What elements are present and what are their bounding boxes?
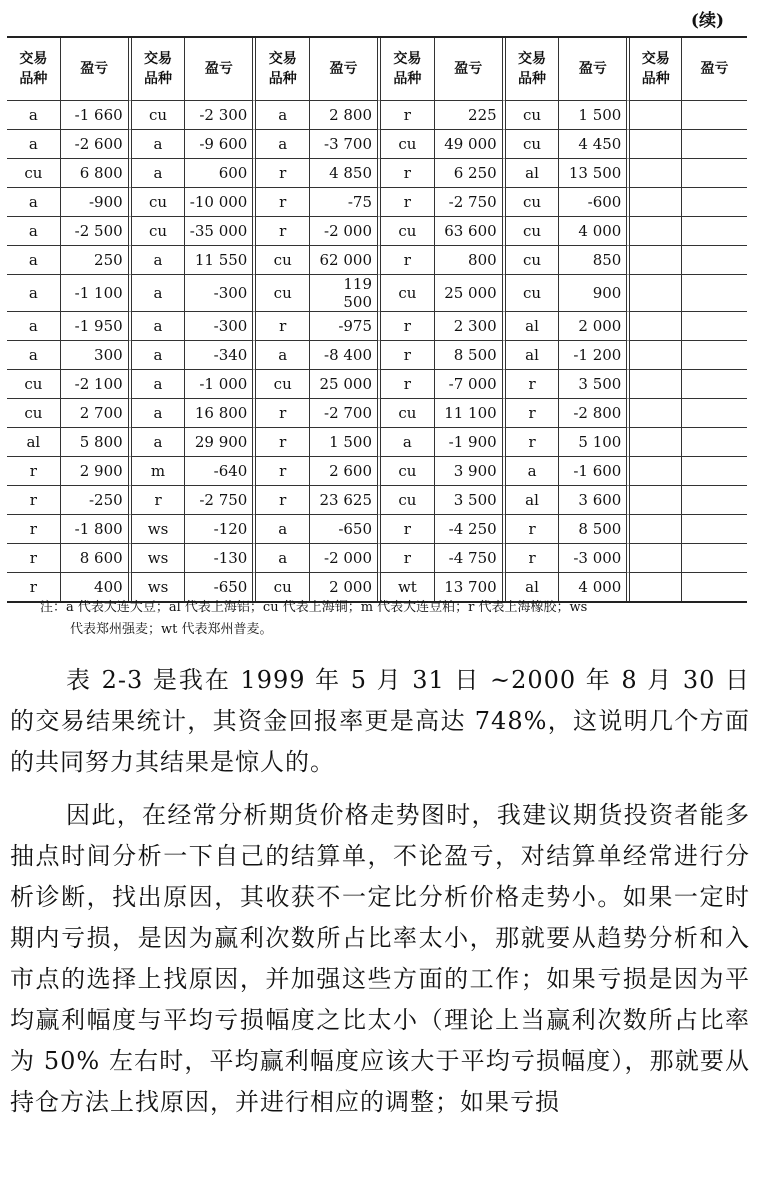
pnl-cell: 800 bbox=[435, 246, 506, 275]
header-pnl: 盈亏 bbox=[185, 38, 256, 101]
header-variety-line-1: 交易 bbox=[19, 51, 48, 67]
table-row bbox=[7, 275, 747, 312]
header-variety bbox=[7, 38, 61, 101]
variety-cell: cu bbox=[381, 275, 435, 312]
pnl-cell: 5 800 bbox=[61, 428, 132, 457]
header-variety-line-1: 交易 bbox=[641, 51, 670, 67]
header-variety-line-2: 品种 bbox=[393, 71, 422, 87]
variety-cell: al bbox=[506, 486, 560, 515]
variety-cell: cu bbox=[132, 217, 186, 246]
variety-cell bbox=[630, 428, 682, 457]
pnl-cell: -2 700 bbox=[310, 399, 381, 428]
paragraph-1: 表 2-3 是我在 1999 年 5 月 31 日 ~2000 年 8 月 30 日的交易结果统计，其资金回报率更是高达 748%，这说明几个方面的共同努力其结果是惊人的。 bbox=[10, 666, 750, 776]
header-variety-line-2: 品种 bbox=[268, 71, 297, 87]
variety-cell bbox=[630, 486, 682, 515]
pnl-cell: 4 450 bbox=[559, 130, 630, 159]
variety-cell: a bbox=[132, 246, 186, 275]
pnl-cell: 63 600 bbox=[435, 217, 506, 246]
pnl-cell: -3 000 bbox=[559, 544, 630, 573]
pnl-cell: -1 900 bbox=[435, 428, 506, 457]
header-variety bbox=[256, 38, 310, 101]
trade-results-table bbox=[7, 36, 747, 603]
variety-cell: m bbox=[132, 457, 186, 486]
variety-cell: r bbox=[381, 159, 435, 188]
table-row bbox=[7, 399, 747, 428]
variety-cell: r bbox=[256, 457, 310, 486]
pnl-cell bbox=[682, 399, 747, 428]
variety-cell bbox=[630, 399, 682, 428]
table-row bbox=[7, 515, 747, 544]
pnl-cell: 2 600 bbox=[310, 457, 381, 486]
variety-cell: cu bbox=[132, 101, 186, 130]
pnl-cell: 2 000 bbox=[559, 312, 630, 341]
pnl-cell: -120 bbox=[185, 515, 256, 544]
variety-cell: cu bbox=[506, 275, 560, 312]
variety-cell: a bbox=[256, 544, 310, 573]
variety-cell: cu bbox=[506, 130, 560, 159]
pnl-cell bbox=[682, 188, 747, 217]
variety-cell: r bbox=[506, 428, 560, 457]
pnl-cell: 2 300 bbox=[435, 312, 506, 341]
pnl-cell: -2 500 bbox=[61, 217, 132, 246]
variety-cell: al bbox=[506, 312, 560, 341]
variety-cell: a bbox=[381, 428, 435, 457]
variety-cell: al bbox=[506, 341, 560, 370]
pnl-cell bbox=[682, 428, 747, 457]
pnl-cell: -2 800 bbox=[559, 399, 630, 428]
header-variety-line-1: 交易 bbox=[144, 51, 173, 67]
variety-cell: a bbox=[132, 312, 186, 341]
variety-cell bbox=[630, 275, 682, 312]
header-variety bbox=[506, 38, 560, 101]
pnl-cell: 62 000 bbox=[310, 246, 381, 275]
pnl-cell: 16 800 bbox=[185, 399, 256, 428]
variety-cell bbox=[630, 246, 682, 275]
variety-cell: al bbox=[506, 159, 560, 188]
continued-label: (续) bbox=[690, 11, 724, 31]
variety-cell: r bbox=[7, 457, 61, 486]
pnl-cell: -340 bbox=[185, 341, 256, 370]
pnl-cell: 6 250 bbox=[435, 159, 506, 188]
pnl-cell: -4 250 bbox=[435, 515, 506, 544]
pnl-cell: 5 100 bbox=[559, 428, 630, 457]
variety-cell: a bbox=[132, 130, 186, 159]
table-row bbox=[7, 486, 747, 515]
variety-cell: r bbox=[381, 544, 435, 573]
pnl-cell: 2 000 bbox=[310, 573, 381, 601]
pnl-cell: 6 800 bbox=[61, 159, 132, 188]
pnl-cell: 11 550 bbox=[185, 246, 256, 275]
pnl-cell: -2 750 bbox=[435, 188, 506, 217]
pnl-cell bbox=[682, 246, 747, 275]
variety-cell: r bbox=[7, 573, 61, 601]
variety-cell: cu bbox=[381, 130, 435, 159]
pnl-cell: -75 bbox=[310, 188, 381, 217]
table-row bbox=[7, 130, 747, 159]
variety-cell: cu bbox=[381, 457, 435, 486]
pnl-cell bbox=[682, 486, 747, 515]
variety-cell bbox=[630, 544, 682, 573]
pnl-cell: -8 400 bbox=[310, 341, 381, 370]
pnl-cell: 49 000 bbox=[435, 130, 506, 159]
pnl-cell: -35 000 bbox=[185, 217, 256, 246]
variety-cell: cu bbox=[7, 399, 61, 428]
variety-cell: ws bbox=[132, 515, 186, 544]
variety-cell: a bbox=[256, 130, 310, 159]
variety-cell: a bbox=[506, 457, 560, 486]
variety-cell: cu bbox=[256, 275, 310, 312]
pnl-cell: -4 750 bbox=[435, 544, 506, 573]
variety-cell: r bbox=[381, 370, 435, 399]
variety-cell: r bbox=[381, 246, 435, 275]
pnl-cell bbox=[682, 130, 747, 159]
pnl-cell: -975 bbox=[310, 312, 381, 341]
header-variety-line-2: 品种 bbox=[641, 71, 670, 87]
pnl-cell bbox=[682, 544, 747, 573]
variety-cell bbox=[630, 312, 682, 341]
variety-cell: cu bbox=[7, 159, 61, 188]
variety-cell: r bbox=[381, 341, 435, 370]
variety-cell: r bbox=[256, 486, 310, 515]
variety-cell: r bbox=[381, 515, 435, 544]
variety-cell bbox=[630, 515, 682, 544]
pnl-cell: -1 600 bbox=[559, 457, 630, 486]
variety-cell bbox=[630, 159, 682, 188]
header-variety-line-1: 交易 bbox=[393, 51, 422, 67]
variety-cell bbox=[630, 217, 682, 246]
pnl-cell: 3 600 bbox=[559, 486, 630, 515]
table-row bbox=[7, 159, 747, 188]
variety-cell: a bbox=[256, 341, 310, 370]
pnl-cell: -2 000 bbox=[310, 217, 381, 246]
variety-cell: cu bbox=[381, 486, 435, 515]
variety-cell: cu bbox=[506, 188, 560, 217]
pnl-cell bbox=[682, 159, 747, 188]
pnl-cell: -2 100 bbox=[61, 370, 132, 399]
pnl-cell: 29 900 bbox=[185, 428, 256, 457]
table-row bbox=[7, 544, 747, 573]
variety-cell: a bbox=[132, 159, 186, 188]
pnl-cell: 8 600 bbox=[61, 544, 132, 573]
variety-cell: r bbox=[381, 101, 435, 130]
note-line-2: 代表郑州强麦；wt 代表郑州普麦。 bbox=[70, 622, 273, 637]
trade-table bbox=[7, 38, 747, 601]
pnl-cell: -2 300 bbox=[185, 101, 256, 130]
variety-cell bbox=[630, 457, 682, 486]
pnl-cell bbox=[682, 341, 747, 370]
pnl-cell: 25 000 bbox=[310, 370, 381, 399]
variety-cell: r bbox=[256, 428, 310, 457]
variety-cell: cu bbox=[132, 188, 186, 217]
header-pnl: 盈亏 bbox=[682, 38, 747, 101]
pnl-cell: -2 750 bbox=[185, 486, 256, 515]
pnl-cell: -650 bbox=[185, 573, 256, 601]
pnl-cell: 13 500 bbox=[559, 159, 630, 188]
pnl-cell: -7 000 bbox=[435, 370, 506, 399]
pnl-cell: -3 700 bbox=[310, 130, 381, 159]
pnl-cell: 8 500 bbox=[435, 341, 506, 370]
pnl-cell: 600 bbox=[185, 159, 256, 188]
pnl-cell: -1 950 bbox=[61, 312, 132, 341]
variety-cell: r bbox=[7, 515, 61, 544]
variety-cell: a bbox=[7, 188, 61, 217]
variety-cell: r bbox=[256, 399, 310, 428]
variety-cell: al bbox=[7, 428, 61, 457]
variety-cell: cu bbox=[506, 246, 560, 275]
variety-cell: a bbox=[132, 341, 186, 370]
header-pnl: 盈亏 bbox=[435, 38, 506, 101]
variety-cell: a bbox=[132, 370, 186, 399]
paragraph-2: 因此，在经常分析期货价格走势图时，我建议期货投资者能多抽点时间分析一下自己的结算单，不论盈亏，对结算单经常进行分析诊断，找出原因，其收获不一定比分析价格走势小。如果一定时期内亏损，是因为赢利次数所占比率太小，那就要从趋势分析和入市点的选择上找原因，并加强这些方面的工作；如果亏损是因为平均赢利幅度与平均亏损幅度之比太小（理论上当赢利次数所占比率为 50% 左右时，平均赢利幅度应该大于平均亏损幅度），那就要从持仓方法上找原因，并进行相应的调整；如果亏损 bbox=[10, 801, 750, 1116]
variety-cell bbox=[630, 341, 682, 370]
variety-cell: cu bbox=[256, 573, 310, 601]
variety-cell: cu bbox=[506, 101, 560, 130]
pnl-cell: -1 660 bbox=[61, 101, 132, 130]
pnl-cell: 4 000 bbox=[559, 573, 630, 601]
pnl-cell: 11 100 bbox=[435, 399, 506, 428]
pnl-cell: -250 bbox=[61, 486, 132, 515]
variety-cell: a bbox=[132, 399, 186, 428]
pnl-cell bbox=[682, 370, 747, 399]
table-row bbox=[7, 246, 747, 275]
variety-cell: cu bbox=[256, 246, 310, 275]
variety-cell: r bbox=[256, 188, 310, 217]
pnl-cell: -300 bbox=[185, 275, 256, 312]
pnl-cell bbox=[682, 217, 747, 246]
note-line-1: 注：a 代表大连大豆；al 代表上海铝；cu 代表上海铜；m 代表大连豆粕；r 代表上海橡胶；ws bbox=[40, 600, 588, 615]
pnl-cell bbox=[682, 275, 747, 312]
variety-cell: r bbox=[7, 544, 61, 573]
pnl-cell: 3 500 bbox=[435, 486, 506, 515]
header-variety bbox=[630, 38, 682, 101]
table-note bbox=[40, 597, 740, 641]
header-variety-line-1: 交易 bbox=[518, 51, 547, 67]
variety-cell: a bbox=[256, 515, 310, 544]
pnl-cell: 400 bbox=[61, 573, 132, 601]
variety-cell: a bbox=[7, 217, 61, 246]
header-variety bbox=[381, 38, 435, 101]
variety-cell: a bbox=[132, 428, 186, 457]
variety-cell: a bbox=[7, 275, 61, 312]
table-row bbox=[7, 217, 747, 246]
header-pnl: 盈亏 bbox=[310, 38, 381, 101]
pnl-cell: 1 500 bbox=[559, 101, 630, 130]
pnl-cell: -900 bbox=[61, 188, 132, 217]
variety-cell: a bbox=[132, 275, 186, 312]
variety-cell: r bbox=[506, 515, 560, 544]
pnl-cell: 1 500 bbox=[310, 428, 381, 457]
variety-cell: r bbox=[256, 159, 310, 188]
variety-cell bbox=[630, 188, 682, 217]
variety-cell: r bbox=[381, 188, 435, 217]
pnl-cell: 2 700 bbox=[61, 399, 132, 428]
variety-cell: r bbox=[256, 217, 310, 246]
pnl-cell: 225 bbox=[435, 101, 506, 130]
pnl-cell: -300 bbox=[185, 312, 256, 341]
pnl-cell: -650 bbox=[310, 515, 381, 544]
variety-cell bbox=[630, 101, 682, 130]
variety-cell: r bbox=[506, 370, 560, 399]
table-row bbox=[7, 428, 747, 457]
pnl-cell: -1 200 bbox=[559, 341, 630, 370]
header-variety-line-2: 品种 bbox=[144, 71, 173, 87]
pnl-cell bbox=[682, 312, 747, 341]
pnl-cell: -1 100 bbox=[61, 275, 132, 312]
variety-cell: r bbox=[381, 312, 435, 341]
pnl-cell: -130 bbox=[185, 544, 256, 573]
header-pnl: 盈亏 bbox=[559, 38, 630, 101]
pnl-cell: -2 000 bbox=[310, 544, 381, 573]
table-row bbox=[7, 341, 747, 370]
pnl-cell: 4 850 bbox=[310, 159, 381, 188]
variety-cell: al bbox=[506, 573, 560, 601]
table-row bbox=[7, 370, 747, 399]
variety-cell: cu bbox=[381, 399, 435, 428]
variety-cell: r bbox=[256, 312, 310, 341]
variety-cell bbox=[630, 370, 682, 399]
variety-cell: a bbox=[7, 246, 61, 275]
variety-cell: r bbox=[132, 486, 186, 515]
variety-cell: wt bbox=[381, 573, 435, 601]
table-row bbox=[7, 101, 747, 130]
variety-cell: r bbox=[7, 486, 61, 515]
pnl-cell: -2 600 bbox=[61, 130, 132, 159]
pnl-cell: -1 800 bbox=[61, 515, 132, 544]
pnl-cell: 850 bbox=[559, 246, 630, 275]
table-row bbox=[7, 188, 747, 217]
variety-cell: ws bbox=[132, 544, 186, 573]
variety-cell: cu bbox=[381, 217, 435, 246]
variety-cell bbox=[630, 130, 682, 159]
pnl-cell: 25 000 bbox=[435, 275, 506, 312]
pnl-cell: -640 bbox=[185, 457, 256, 486]
header-variety-line-1: 交易 bbox=[268, 51, 297, 67]
pnl-cell: -10 000 bbox=[185, 188, 256, 217]
pnl-cell: 2 900 bbox=[61, 457, 132, 486]
pnl-cell: 23 625 bbox=[310, 486, 381, 515]
table-header bbox=[7, 38, 747, 101]
header-variety-line-2: 品种 bbox=[19, 71, 48, 87]
header-variety bbox=[132, 38, 186, 101]
pnl-cell: 900 bbox=[559, 275, 630, 312]
pnl-cell: 3 900 bbox=[435, 457, 506, 486]
variety-cell: cu bbox=[506, 217, 560, 246]
variety-cell: a bbox=[256, 101, 310, 130]
pnl-cell: 300 bbox=[61, 341, 132, 370]
header-pnl: 盈亏 bbox=[61, 38, 132, 101]
pnl-cell: 2 800 bbox=[310, 101, 381, 130]
variety-cell: r bbox=[506, 399, 560, 428]
pnl-cell: 4 000 bbox=[559, 217, 630, 246]
pnl-cell: -1 000 bbox=[185, 370, 256, 399]
table-body bbox=[7, 101, 747, 601]
pnl-cell bbox=[682, 457, 747, 486]
variety-cell: ws bbox=[132, 573, 186, 601]
table-row bbox=[7, 457, 747, 486]
header-variety-line-2: 品种 bbox=[518, 71, 547, 87]
pnl-cell: -600 bbox=[559, 188, 630, 217]
pnl-cell: 3 500 bbox=[559, 370, 630, 399]
pnl-cell: 119 500 bbox=[310, 275, 381, 312]
variety-cell: a bbox=[7, 341, 61, 370]
variety-cell: r bbox=[506, 544, 560, 573]
pnl-cell: 250 bbox=[61, 246, 132, 275]
variety-cell: a bbox=[7, 101, 61, 130]
variety-cell: a bbox=[7, 312, 61, 341]
pnl-cell: 13 700 bbox=[435, 573, 506, 601]
pnl-cell bbox=[682, 515, 747, 544]
variety-cell: cu bbox=[256, 370, 310, 399]
pnl-cell bbox=[682, 101, 747, 130]
pnl-cell: -9 600 bbox=[185, 130, 256, 159]
variety-cell: a bbox=[7, 130, 61, 159]
variety-cell: cu bbox=[7, 370, 61, 399]
pnl-cell: 8 500 bbox=[559, 515, 630, 544]
table-row bbox=[7, 312, 747, 341]
